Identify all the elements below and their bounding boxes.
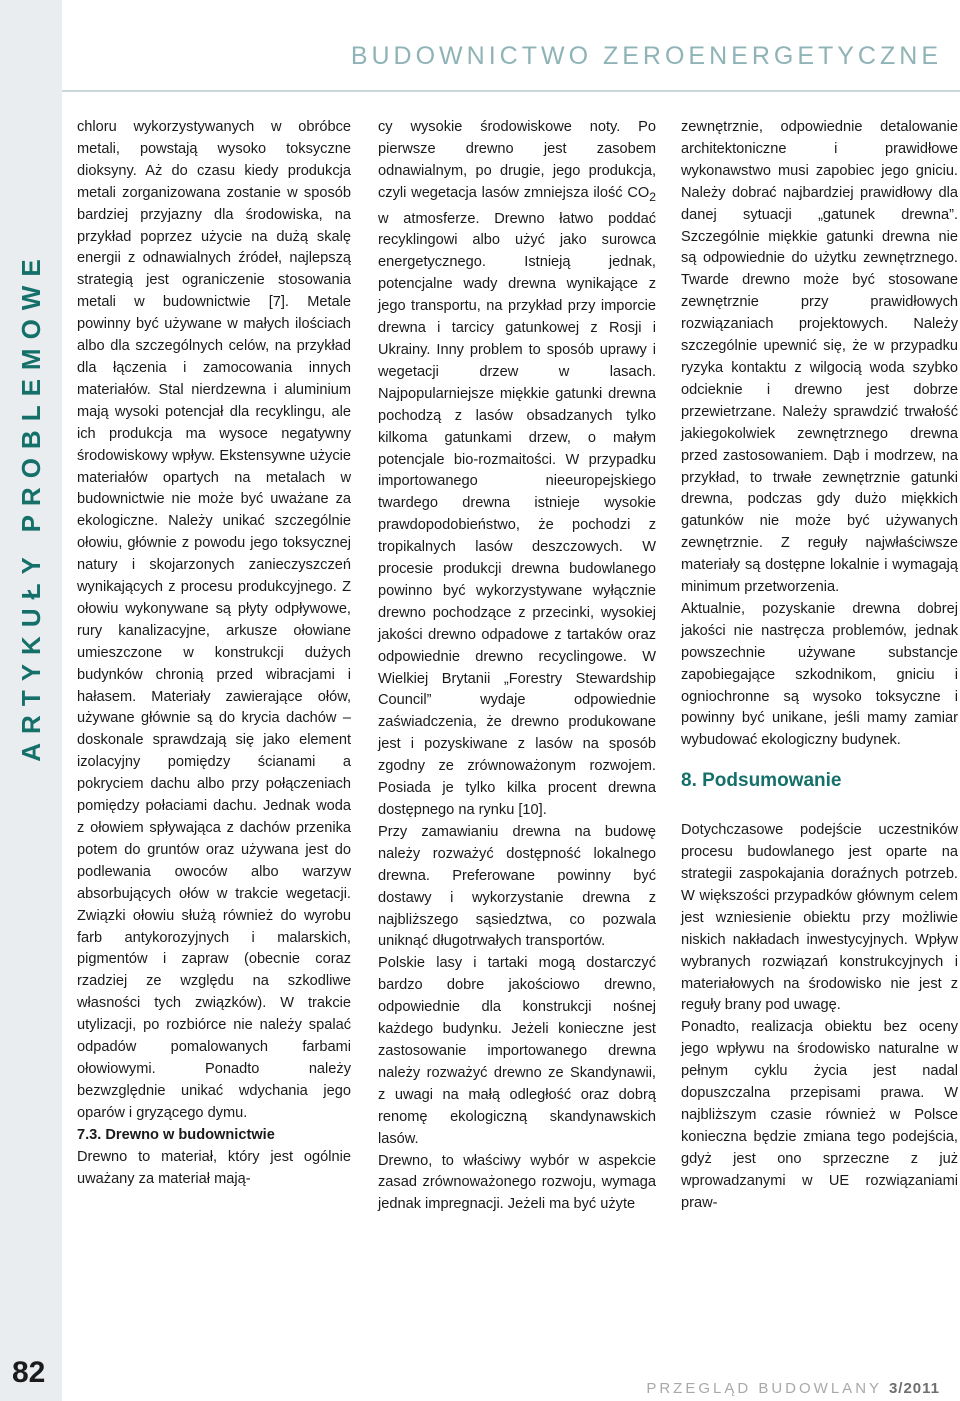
section-vertical-title: ARTYKUŁY PROBLEMOWE bbox=[16, 250, 46, 762]
subsection-heading: 7.3. Drewno w budownictwie bbox=[77, 1126, 275, 1143]
paragraph: Aktualnie, pozyskanie drewna dobrej jakości nie nastręcza problemów, jednak powszechnie używane substancje zapobiegające szkodnikom, gniciu i ogniochronne są wysoko toksyczne i powinny być unikane, jeśli mamy zamiar wybudować ekologiczny budynek. bbox=[681, 600, 958, 749]
magazine-name: PRZEGLĄD BUDOWLANY bbox=[646, 1380, 882, 1397]
sidebar-band bbox=[0, 0, 62, 1401]
text-run: w atmosferze. Drewno łatwo poddać recyklingowi albo użyć jako surowca energetycznego. Istnieją jednak, potencjalne wady drewna wynikające z jego transportu, na przykład przy imporcie drewna i tarcicy gatunkowej z Rosji i Ukrainy. Inny problem to sposób uprawy i wegetacji drzew w lasach. Najpopularniejsze miękkie gatunki drewna pochodzą z lasów obsadzanych tylko kilkoma gatunkami drzew, o małym potencjale bio-rozmaitości. W przypadku importowanego nieeuropejskiego twardego drewna istnieje wysokie prawdopodobieństwo, że pochodzi z tropikalnych lasów deszczowych. W procesie produkcji drewna budowlanego powinno być wykorzystywane wyłącznie drewno pochodzące z przecinki, wysokiej jakości drewno odpadowe z tartaków oraz odpowiednie drewno recyclingowe. W Wielkiej Brytanii „Forestry Stewardship Council” wydaje odpowiednie zaświadczenia, że drewno produkowane jest i pozyskiwane z lasów na sposób zgodny ze zrównoważonym rozwojem. Posiada je tylko kilka procent drewna dostępnego na rynku [10]. bbox=[378, 210, 656, 818]
issue-number: 3/2011 bbox=[888, 1380, 940, 1397]
section-heading: 8. Podsumowanie bbox=[681, 770, 842, 792]
text-column-3 bbox=[681, 117, 958, 1215]
paragraph: chloru wykorzystywanych w obróbce metali, powstają wysoko toksyczne dioksyny. Aż do czasu kiedy produkcja metali zorganizowana zostanie w sposób bardziej przyjazny dla środowiska, na przykład poprzez użycie na dużą skalę energii z odnawialnych źródeł, najlepszą strategią jest ograniczenie stosowania metali w budownictwie [7]. Metale powinny być używane w małych ilościach albo dla szczególnych celów, na przykład dla łączenia i zamocowania innych materiałów. Stal nierdzewna i aluminium mają wysoki potencjał dla recyklingu, ale ich produkcja ma wysoce negatywny środowiskowy wpływ. Ekstensywne użycie materiałów opartych na metalach w budownictwie nie może być uważane za ekologiczne. Należy unikać szczególnie ołowiu, głównie z powodu jego toksycznej natury i skojarzonych zanieczyszczeń wynikających z procesu produkcyjnego. Z ołowiu wykonywane są płyty odpływowe, rury kanalizacyjne, arkusze ołowiane umieszczone w konstrukcji dużych budynków chronią przed wibracjami i hałasem. Materiały zawierające ołów, używane głównie są do krycia dachów – doskonale sprawdzają się jako element izolacyjny pomiędzy ścianami a pokryciem dachu albo przy połączeniach pomiędzy połaciami dachu. Jednak woda z ołowiem spływająca z dachów przenika potem do gruntów oraz używana jest do podlewania owoców albo warzyw absorbujących ołów w trakcie wegetacji. Związki ołowiu służą również do wyrobu farb antykorozyjnych i malarskich, pigmentów i zapraw (obecnie coraz rzadziej ze względu na szkodliwe własności tych związków). W trakcie utylizacji, po rozbiórce nie należy spalać odpadów pomalowanych farbami ołowiowymi. Ponadto należy bezwzględnie unikać wdychania jego oparów i gryzącego dymu. bbox=[77, 119, 351, 1121]
text-column-1 bbox=[77, 117, 351, 1190]
paragraph: Polskie lasy i tartaki mogą dostarczyć bardzo dobre jakościowo drewno, odpowiednie dla konstrukcji nośnej każdego budynku. Jeżeli konieczne jest zastosowanie importowanego drewna należy rozważyć drewno ze Skandynawii, z uwagi na małą odległość oraz dobrą renomę ekologiczną skandynawskich lasów. bbox=[378, 955, 656, 1147]
paragraph: Drewno to materiał, który jest ogólnie uważany za materiał mają- bbox=[77, 1148, 351, 1187]
paragraph bbox=[378, 117, 656, 822]
text-run: cy wysokie środowiskowe noty. Po pierwsze drewno jest zasobem odnawialnym, po drugie, jego produkcja, czyli wegetacja lasów zmniejsza ilość CO bbox=[378, 119, 656, 201]
text-column-2 bbox=[378, 117, 656, 1216]
page-number: 82 bbox=[12, 1356, 46, 1389]
footer-magazine bbox=[646, 1380, 940, 1397]
running-header: BUDOWNICTWO ZEROENERGETYCZNE bbox=[350, 42, 942, 70]
paragraph: Ponadto, realizacja obiektu bez oceny jego wpływu na środowisko naturalne w pełnym cyklu życia jest nadal dopuszczalna przepisami prawa. W najbliższym czasie również w Polsce konieczna będzie zmiana tego podejścia, gdyż jest ono sprzeczne z już wprowadzanymi w UE rozwiązaniami praw- bbox=[681, 1019, 958, 1211]
header-divider bbox=[62, 90, 960, 92]
paragraph: Dotychczasowe podejście uczestników procesu budowlanego jest oparte na strategii zaspokajania doraźnych potrzeb. W większości przypadków głównym celem jest wzniesienie obiektu przy możliwie niskich nakładach inwestycyjnych. Wpływ wybranych rozwiązań konstrukcyjnych i materiałowych na środowisko nie jest z reguły brany pod uwagę. bbox=[681, 822, 958, 1014]
paragraph: zewnętrznie, odpowiednie detalowanie architektoniczne i prawidłowe wykonawstwo musi zapobiec jego gniciu. Należy dobrać najbardziej prawidłowy dla danej sytuacji „gatunek drewna”. Szczególnie miękkie gatunki drewna nie są odpowiednie do użytku zewnętrznego. Twarde drewno może być stosowane zewnętrznie przy prawidłowych rozwiązaniach projektowych. Należy szczególnie upewnić się, że w przypadku ryzyka kontaktu z wilgocią woda szybko odcieknie i drewno jest dobrze przewietrzane. Należy sprawdzić trwałość jakiegokolwiek zewnętrznego drewna przed zastosowaniem. Dąb i modrzew, na przykład, to trwałe zewnętrznie gatunki drewna, podczas gdy dużo miękkich gatunków nie może być używanych zewnętrznie. Z reguły najwłaściwsze materiały są dostępne lokalnie i wymagają minimum przetworzenia. bbox=[681, 119, 958, 596]
subscript: 2 bbox=[649, 189, 656, 204]
paragraph: Drewno, to właściwy wybór w aspekcie zasad zrównoważonego rozwoju, wymaga jednak impregnacji. Jeżeli ma być użyte bbox=[378, 1152, 656, 1213]
paragraph: Przy zamawianiu drewna na budowę należy rozważyć dostępność lokalnego drewna. Preferowane powinny być dostawy i wykorzystanie drewna z najbliższego sąsiedztwa, co pozwala uniknąć długotrwałych transportów. bbox=[378, 823, 656, 950]
